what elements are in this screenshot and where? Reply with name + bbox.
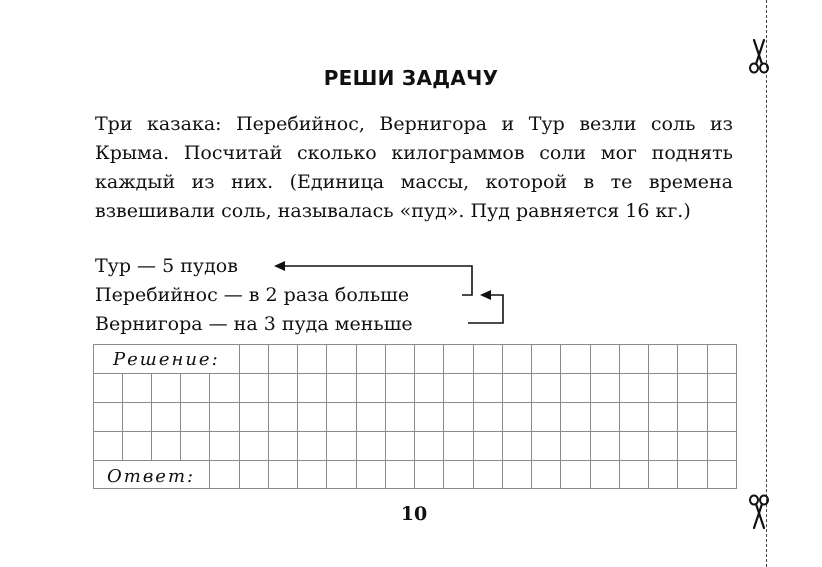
page-number: 10	[400, 503, 428, 525]
answer-label: Ответ:	[107, 466, 196, 487]
given-line-tur: Тур — 5 пудов	[95, 255, 238, 277]
arrow-icon	[468, 290, 503, 323]
solution-label: Решение:	[113, 349, 220, 370]
task-title: РЕШИ ЗАДАЧУ	[323, 66, 499, 90]
given-line-vernigora: Вернигора — на 3 пуда меньше	[95, 313, 413, 335]
given-line-perebiynos: Перебийнос — в 2 раза больше	[95, 284, 410, 306]
problem-text: Три казака: Перебийнос, Вернигора и Тур везли соль из Крыма. Посчитай сколько килограммов соли мог поднять каждый из них. (Единица массы, которой в те времена взвешивали соль, называлась «пуд». Пуд равняется 16 кг.)	[95, 113, 733, 222]
